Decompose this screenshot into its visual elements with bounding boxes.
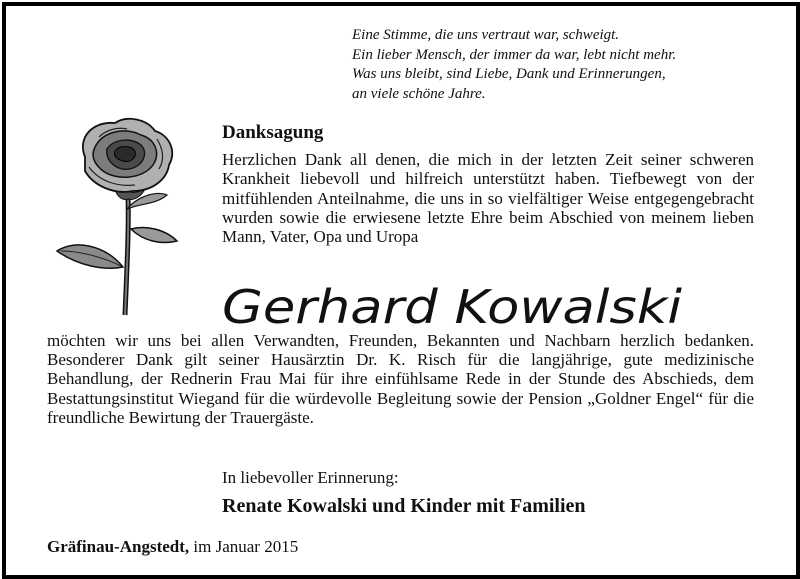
deceased-name-text: Gerhard Kowalski xyxy=(222,281,683,331)
poem xyxy=(352,26,782,104)
place-date xyxy=(47,537,298,557)
place-date-text: im Januar 2015 xyxy=(193,537,299,556)
family-signature: Renate Kowalski und Kinder mit Familien xyxy=(222,495,586,517)
poem-line: an viele schöne Jahre. xyxy=(352,85,486,102)
heading-danksagung: Danksagung xyxy=(222,122,324,143)
closing-line: In liebevoller Erinnerung: xyxy=(222,468,399,487)
rose-icon xyxy=(55,117,195,317)
poem-line: Was uns bleibt, sind Liebe, Dank und Erinnerungen, xyxy=(352,66,666,82)
intro-paragraph: Herzlichen Dank all denen, die mich in der letzten Zeit seiner schweren Krankheit liebevoll und hilfreich unterstützt haben. Tiefbewegt von der mitfühlenden Anteilnahme, die uns in so vielfältiger Weise entgegengebracht wurden sowie die erwiesene letzte Ehre beim Abschied von meinem lieben Mann, Vater, Opa und Uropa xyxy=(222,150,754,247)
body-paragraph: möchten wir uns bei allen Verwandten, Freunden, Bekannten und Nachbarn herzlich bedanken. Besonderer Dank gilt seiner Hausärztin Dr. K. Risch für die langjährige, gute medizinische Behandlung, der Rednerin Frau Mai für ihre einfühlsame Rede in der Stunde des Abschieds, dem Bestattungsinstitut Wiegand für die würdevolle Begleitung sowie der Pension „Goldner Engel“ für die freundliche Bewirtung der Trauergäste. xyxy=(47,331,754,427)
place-location: Gräfinau-Angstedt, xyxy=(47,537,190,556)
poem-line: Ein lieber Mensch, der immer da war, lebt nicht mehr. xyxy=(352,46,677,63)
deceased-name xyxy=(222,281,692,331)
poem-line: Eine Stimme, die uns vertraut war, schweigt. xyxy=(352,27,620,43)
